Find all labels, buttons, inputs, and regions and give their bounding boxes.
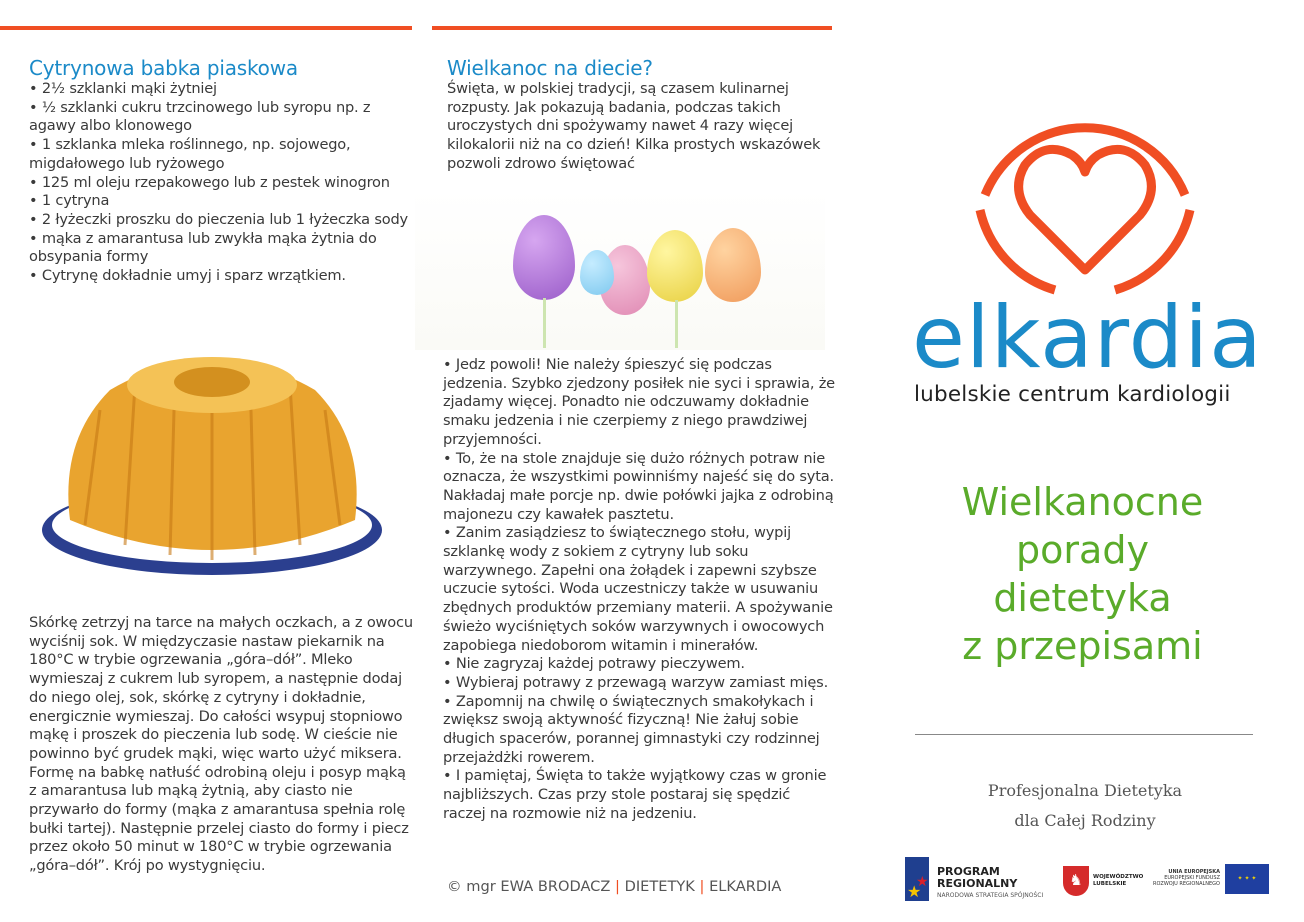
ingredient: • 1 szklanka mleka roślinnego, np. sojowego, migdałowego lub ryżowego <box>29 136 351 172</box>
author-footer: © mgr EWA BRODACZ | DIETETYK | ELKARDIA <box>447 878 782 895</box>
tip: • Nie zagryzaj każdej potrawy pieczywem. <box>443 655 745 673</box>
tip: • Jedz powoli! Nie należy śpieszyć się podczas jedzenia. Szybko zjedzony posiłek nie syci i sprawia, że zjadamy więcej. Ponadto nie odczuwamy dokładnie smaku jedzenia i nie czerpiemy z niego prawdziwej przyjemności. <box>443 356 835 448</box>
ingredient: • ½ szklanki cukru trzcinowego lub syropu np. z agawy albo klonowego <box>29 98 371 135</box>
tips-intro: Święta, w polskiej tradycji, są czasem kulinarnej rozpusty. Jak pokazują badania, podczas takich uroczystych dni spożywamy nawet 4 razy więcej kilokalorii niż na co dzień! Kilka prostych wskazówek pozwoli zdrowo świętować <box>447 80 821 172</box>
left-top-rule <box>0 26 412 30</box>
tips-title: Wielkanoc na diecie? <box>447 56 653 80</box>
divider <box>915 734 1253 735</box>
ingredient-list <box>29 80 414 286</box>
tip: • To, że na stole znajduje się dużo różnych potraw nie oznacza, że wszystkimi powinniśmy najeść się do syta. Nakładaj małe porcje np. dwie połówki jajka z odrobiną majonezu czy kawałek pasztetu. <box>443 449 834 523</box>
logo-wordmark: elkardia <box>912 288 1263 388</box>
tips-header <box>447 56 832 174</box>
easter-eggs-image <box>415 190 825 350</box>
recipe-method <box>29 614 414 876</box>
recipe-title: Cytrynowa babka piaskowa <box>29 56 298 80</box>
ingredient: • 1 cytryna <box>29 192 110 210</box>
method-text: Skórkę zetrzyj na tarce na małych oczkach, a z owocu wyciśnij sok. W międzyczasie nastaw piekarnik na 180°C w trybie ogrzewania „góra–dół”. Mleko wymieszaj z cukrem lub syropem, a następnie dodaj do niego olej, sok, skórkę z cytryny i dokładnie, energicznie wymieszaj. Do całości wsypuj stopniowo mąkę i proszek do pieczenia lub sodę. W cieście nie powinno być grudek mąki, więc warto użyć miksera. Formę na babkę natłuść odrobiną oleju i posyp mąką z amarantusa lub mąką żytnią, aby ciasto nie przywarło do formy (mąka z amarantusa spełnia rolę bułki tartej). Następnie przelej ciasto do formy i piecz przez około 50 minut w 180°C w trybie ogrzewania „góra–dół”. Krój po wystygnięciu. <box>29 614 413 875</box>
tip: • I pamiętaj, Święta to także wyjątkowy czas w gronie najbliższych. Czas przy stole postaraj się spędzić raczej na rozmowie niż na jedzeniu. <box>443 767 827 822</box>
middle-top-rule <box>432 26 832 30</box>
recipe-column <box>29 56 414 286</box>
eu-flag-icon: ✦ ✦ ✦ <box>1225 864 1269 894</box>
ingredient: • 2½ szklanki mąki żytniej <box>29 80 217 97</box>
tips-list <box>443 356 835 824</box>
tip: • Wybieraj potrawy z przewagą warzyw zamiast mięs. <box>443 673 829 691</box>
ingredient: • 2 łyżeczki proszku do pieczenia lub 1 łyżeczka sody <box>29 210 408 228</box>
ingredient: • Cytrynę dokładnie umyj i sparz wrzątkiem. <box>29 267 346 285</box>
cake-image <box>40 340 385 600</box>
tip: • Zapomnij na chwilę o świątecznych smakołykach i zwiększ swoją aktywność fizyczną! Nie żałuj sobie długich spacerów, porannej gimnastyki czy rodzinnej przejażdżki rowerem. <box>443 692 820 766</box>
logo-subtitle: lubelskie centrum kardiologii <box>914 382 1231 407</box>
tip: • Zanim zasiądziesz to świątecznego stołu, wypij szklankę wody z sokiem z cytryny lub soku warzywnego. Zapełni ona żołądek i zapewni szybsze uczucie sytości. Woda uczestniczy także w usuwaniu zbędnych produktów przemiany materii. A spożywanie świeżo wyciśniętych soków warzywnych i owocowych zapobiega niedoborom witamin i minerałów. <box>443 524 833 654</box>
brochure-heading: Wielkanocne porady dietetyka z przepisami <box>961 480 1204 668</box>
ingredient: • 125 ml oleju rzepakowego lub z pestek winogron <box>29 173 390 191</box>
ingredient: • mąka z amarantusa lub zwykła mąka żytnia do obsypania formy <box>29 229 377 266</box>
tagline: Profesjonalna Dietetyka dla Całej Rodziny <box>987 781 1183 830</box>
